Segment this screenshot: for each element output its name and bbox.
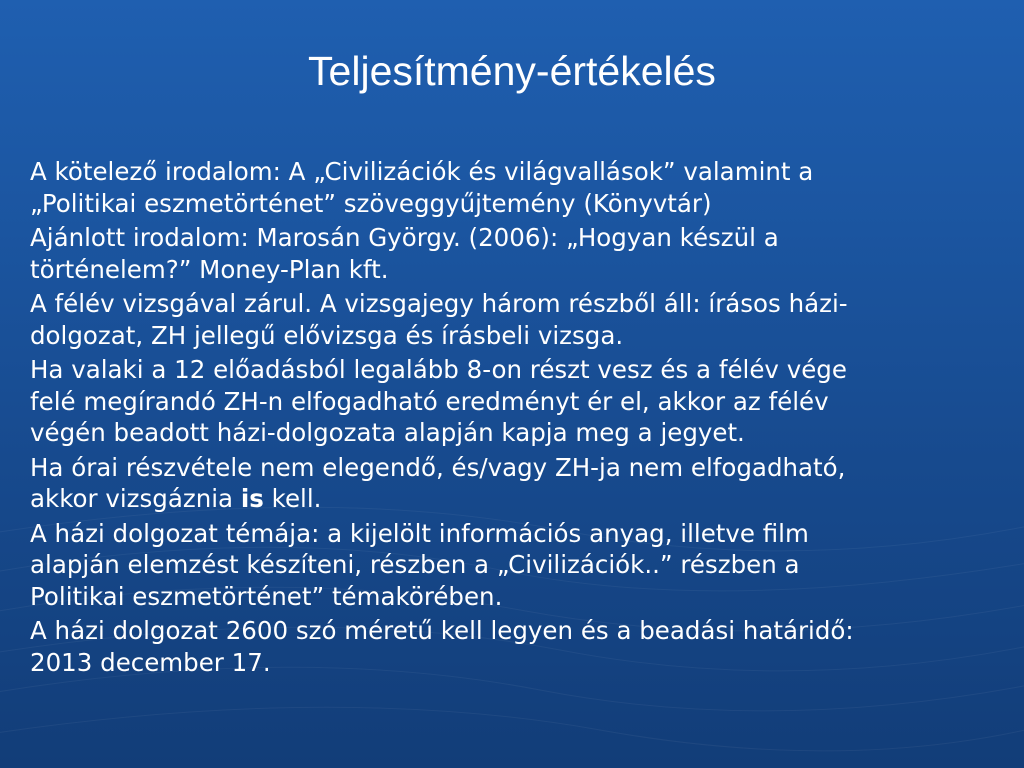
text-line: A házi dolgozat témája: a kijelölt információs anyag, illetve film: [30, 518, 809, 548]
paragraph-essay-topic: [30, 518, 1005, 613]
text-line: Ha órai részvétele nem elegendő, és/vagy ZH-ja nem elfogadható,: [30, 452, 846, 482]
text-line: 2013 december 17.: [30, 647, 271, 677]
text-line: felé megírandó ZH-n elfogadható eredményt ér el, akkor az félév: [30, 386, 829, 416]
text-line: A félév vizsgával zárul. A vizsgajegy három részből áll: írásos házi-: [30, 289, 848, 318]
paragraph-essay-deadline: [30, 615, 1005, 678]
paragraph-attendance: [30, 354, 1005, 449]
text-line: Ajánlott irodalom: Marosán György. (2006): „Hogyan készül a: [30, 223, 779, 252]
text-segment: akkor vizsgáznia: [30, 484, 241, 513]
paragraph-recommended-reading: [30, 222, 1005, 285]
text-line: alapján elemzést készíteni, részben a „Civilizációk..” részben a: [30, 550, 800, 579]
text-line: Politikai eszmetörténet” témakörében.: [30, 581, 503, 611]
text-segment: kell.: [263, 484, 322, 513]
text-line: történelem?” Money-Plan kft.: [30, 254, 389, 284]
paragraph-required-reading: [30, 156, 1005, 219]
text-line: Ha valaki a 12 előadásból legalább 8-on részt vesz és a félév vége: [30, 355, 847, 384]
text-line: dolgozat, ZH jellegű elővizsga és írásbeli vizsga.: [30, 320, 624, 350]
text-line: „Politikai eszmetörténet” szöveggyűjtemény (Könyvtár): [30, 188, 712, 218]
slide-body: [30, 156, 1005, 681]
paragraph-exam: [30, 288, 1005, 351]
emphasis-text: is: [240, 484, 264, 513]
text-line: A kötelező irodalom: A „Civilizációk és világvallások” valamint a: [30, 157, 814, 186]
slide-title: Teljesítmény-értékelés: [308, 48, 716, 94]
text-line: [30, 483, 1005, 515]
text-line: végén beadott házi-dolgozata alapján kapja meg a jegyet.: [30, 418, 745, 447]
text-line: A házi dolgozat 2600 szó méretű kell legyen és a beadási határidő:: [30, 616, 854, 645]
paragraph-insufficient-attendance: [30, 452, 1005, 515]
